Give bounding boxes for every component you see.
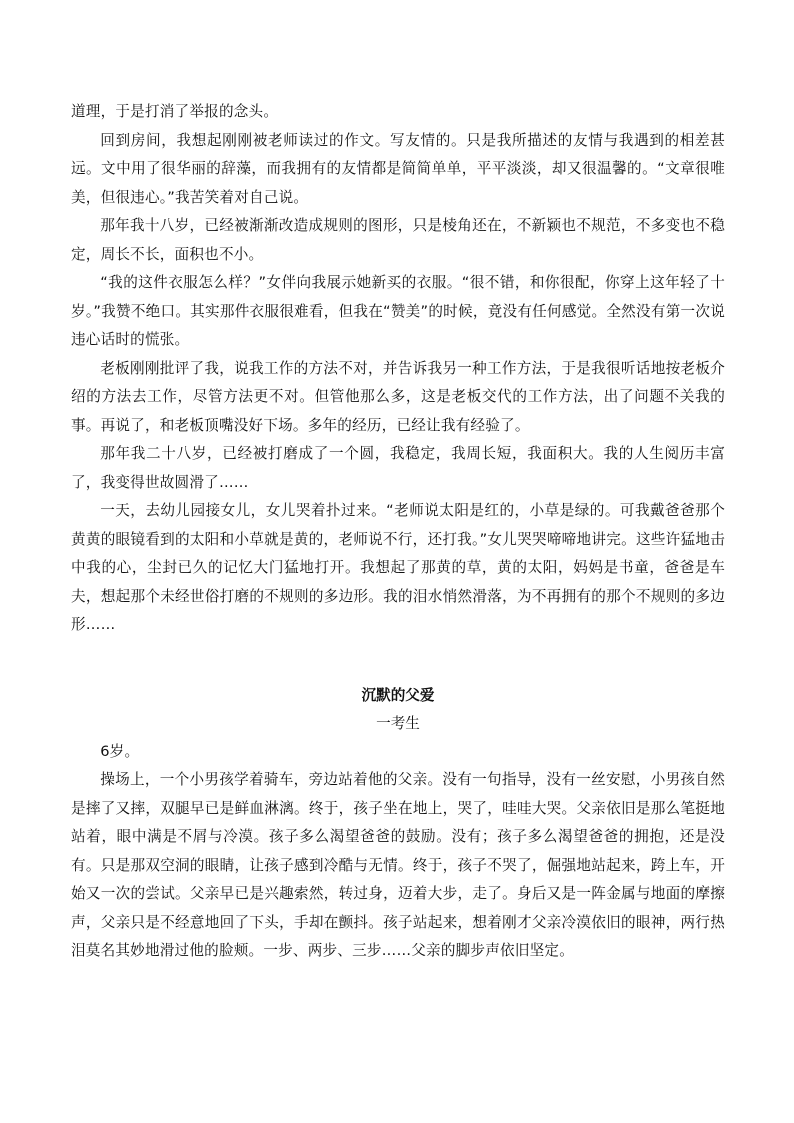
essay-author: 一考生 bbox=[376, 714, 420, 732]
essay-two bbox=[71, 682, 725, 966]
essay-one bbox=[71, 98, 725, 640]
essay-title: 沉默的父爱 bbox=[361, 686, 435, 704]
essay-paragraph: 操场上，一个小男孩学着骑车，旁边站着他的父亲。没有一句指导，没有一丝安慰，小男孩自然是摔了又摔，双腿早已是鲜血淋漓。终于，孩子坐在地上，哭了，哇哇大哭。父亲依旧是那么笔挺地站着，眼中满是不屑与冷漠。孩子多么渴望爸爸的鼓励。没有；孩子多么渴望爸爸的拥抱，还是没有。只是那双空洞的眼睛，让孩子感到冷酷与无情。终于，孩子不哭了，倔强地站起来，跨上车，开始又一次的尝试。父亲早已是兴趣索然，转过身，迈着大步，走了。身后又是一阵金属与地面的摩擦声，父亲只是不经意地回了下头，手却在颤抖。孩子站起来，想着刚才父亲冷漠依旧的眼神，两行热泪莫名其妙地滑过他的脸颊。一步、两步、三步……父亲的脚步声依旧坚定。 bbox=[71, 771, 725, 959]
essay-paragraph: 道理，于是打消了举报的念头。 bbox=[71, 103, 279, 120]
essay-paragraph: 那年我二十八岁，已经被打磨成了一个圆，我稳定，我周长短，我面积大。我的人生阅历丰富了，我变得世故圆滑了…… bbox=[71, 445, 725, 491]
essay-paragraph: 回到房间，我想起刚刚被老师读过的作文。写友情的。只是我所描述的友情与我遇到的相差甚远。文中用了很华丽的辞藻，而我拥有的友情都是简简单单，平平淡淡，却又很温馨的。“文章很唯美，但很违心。”我苦笑着对自己说。 bbox=[71, 131, 725, 206]
essay-paragraph: 那年我十八岁，已经被渐渐改造成规则的图形，只是棱角还在，不新颖也不规范，不多变也不稳定，周长不长，面积也不小。 bbox=[71, 217, 725, 263]
essay-paragraph: “我的这件衣服怎么样？”女伴向我展示她新买的衣服。“很不错，和你很配，你穿上这年轻了十岁。”我赞不绝口。其实那件衣服很难看，但我在“赞美”的时候，竟没有任何感觉。全然没有第一次说违心话时的慌张。 bbox=[71, 274, 725, 348]
essay-paragraph: 6岁。 bbox=[100, 742, 140, 760]
document-page bbox=[71, 98, 725, 966]
essay-paragraph: 老板刚刚批评了我，说我工作的方法不对，并告诉我另一种工作方法，于是我很听话地按老板介绍的方法去工作，尽管方法更不对。但管他那么多，这是老板交代的工作方法，出了问题不关我的事。再说了，和老板顶嘴没好下场。多年的经历，已经让我有经验了。 bbox=[71, 359, 725, 434]
essay-paragraph: 一天，去幼儿园接女儿，女儿哭着扑过来。“老师说太阳是红的，小草是绿的。可我戴爸爸那个黄黄的眼镜看到的太阳和小草就是黄的，老师说不行，还打我。”女儿哭哭啼啼地讲完。这些许猛地击中我的心，尘封已久的记忆大门猛地打开。我想起了那黄的草，黄的太阳，妈妈是书童，爸爸是车夫，想起那个未经世俗打磨的不规则的多边形。我的泪水悄然滑落，为不再拥有的那个不规则的多边形…… bbox=[71, 502, 725, 633]
